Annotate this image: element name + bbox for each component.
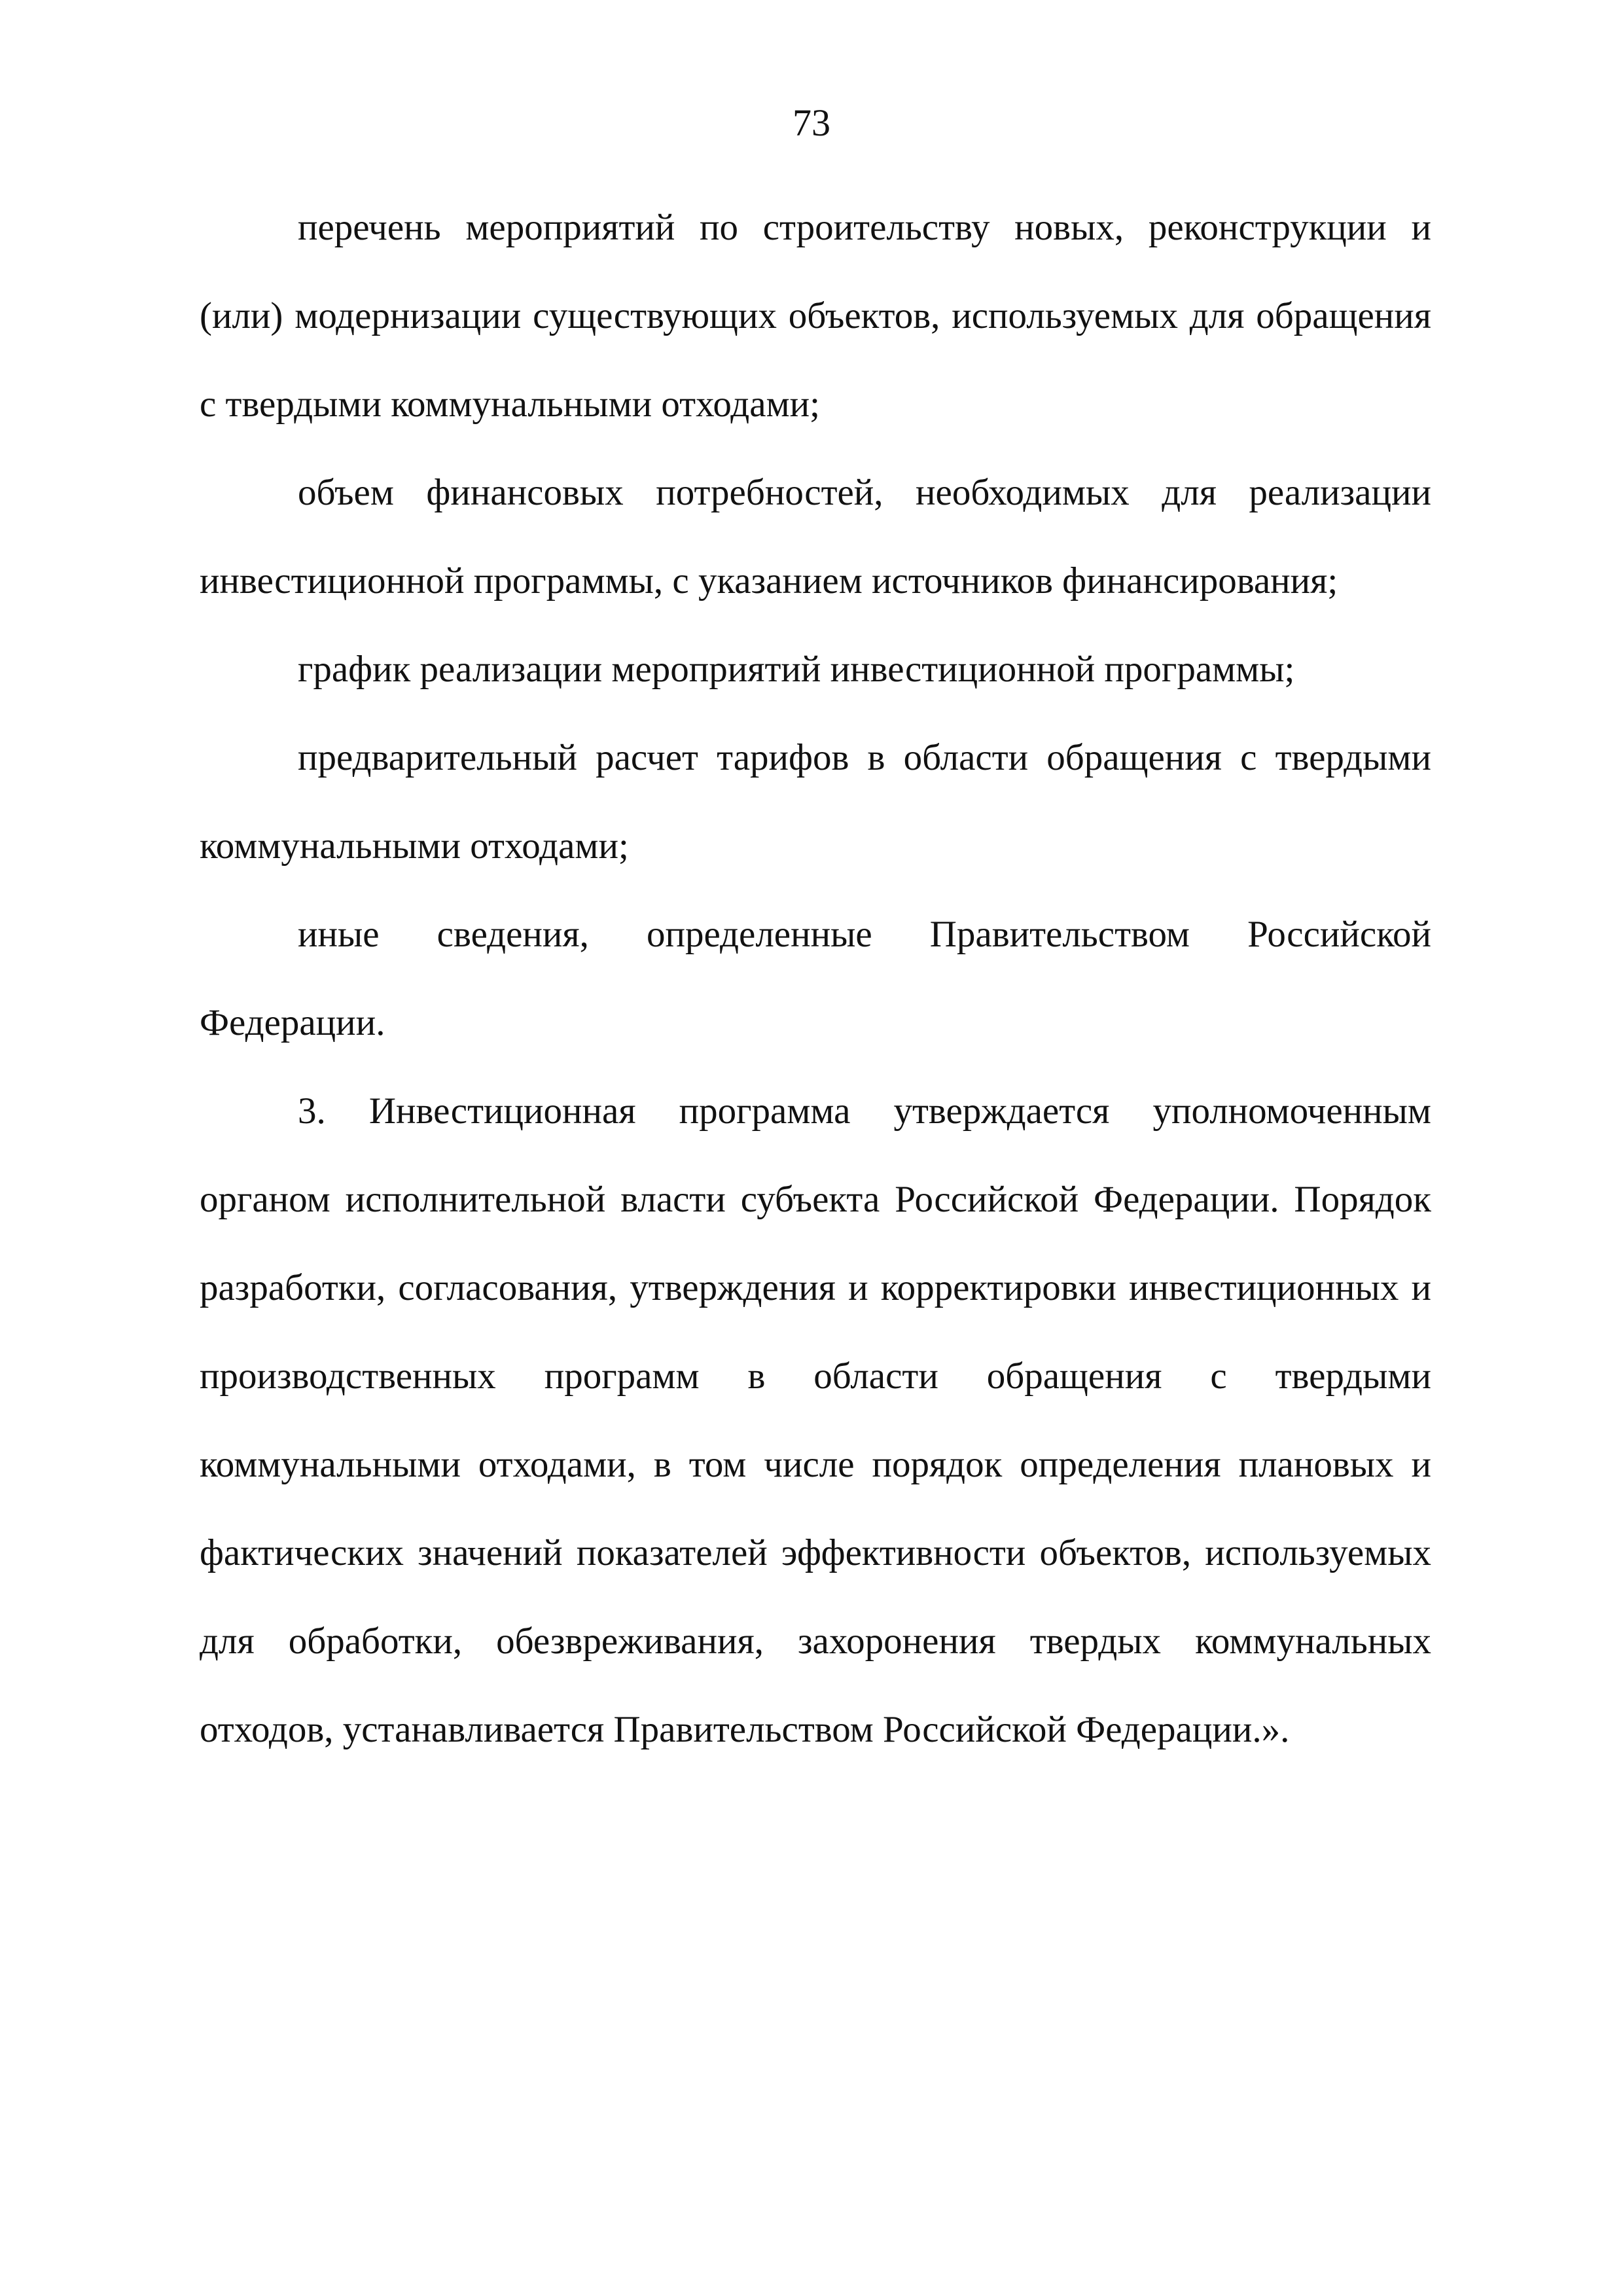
paragraph-preliminary-tariff: предварительный расчет тарифов в области обращения с твердыми коммунальными отходами; (200, 737, 1431, 867)
paragraph-section-3: 3. Инвестиционная программа утверждается уполномоченным органом исполнительной власти субъекта Российской Федерации. Порядок разработки, согласования, утверждения и корректировки инвестиционных и производственных программ в области обращения с твердыми коммунальными отходами, в том числе порядок определения плановых и фактических значений показателей эффективности объектов, используемых для обработки, обезвреживания, захоронения твердых коммунальных отходов, устанавливается Правительством Российской Федерации.». (200, 1090, 1431, 1750)
paragraph-measures-list: перечень мероприятий по строительству новых, реконструкции и (или) модернизации существующих объектов, используемых для обращения с твердыми коммунальными отходами; (200, 207, 1431, 425)
paragraph-implementation-schedule: график реализации мероприятий инвестиционной программы; (298, 649, 1295, 690)
document-body (200, 183, 1431, 1774)
paragraph-other-information: иные сведения, определенные Правительством Российской Федерации. (200, 914, 1431, 1043)
paragraph-financial-needs: объем финансовых потребностей, необходимых для реализации инвестиционной программы, с указанием источников финансирования; (200, 472, 1431, 601)
page-number: 73 (793, 101, 830, 144)
